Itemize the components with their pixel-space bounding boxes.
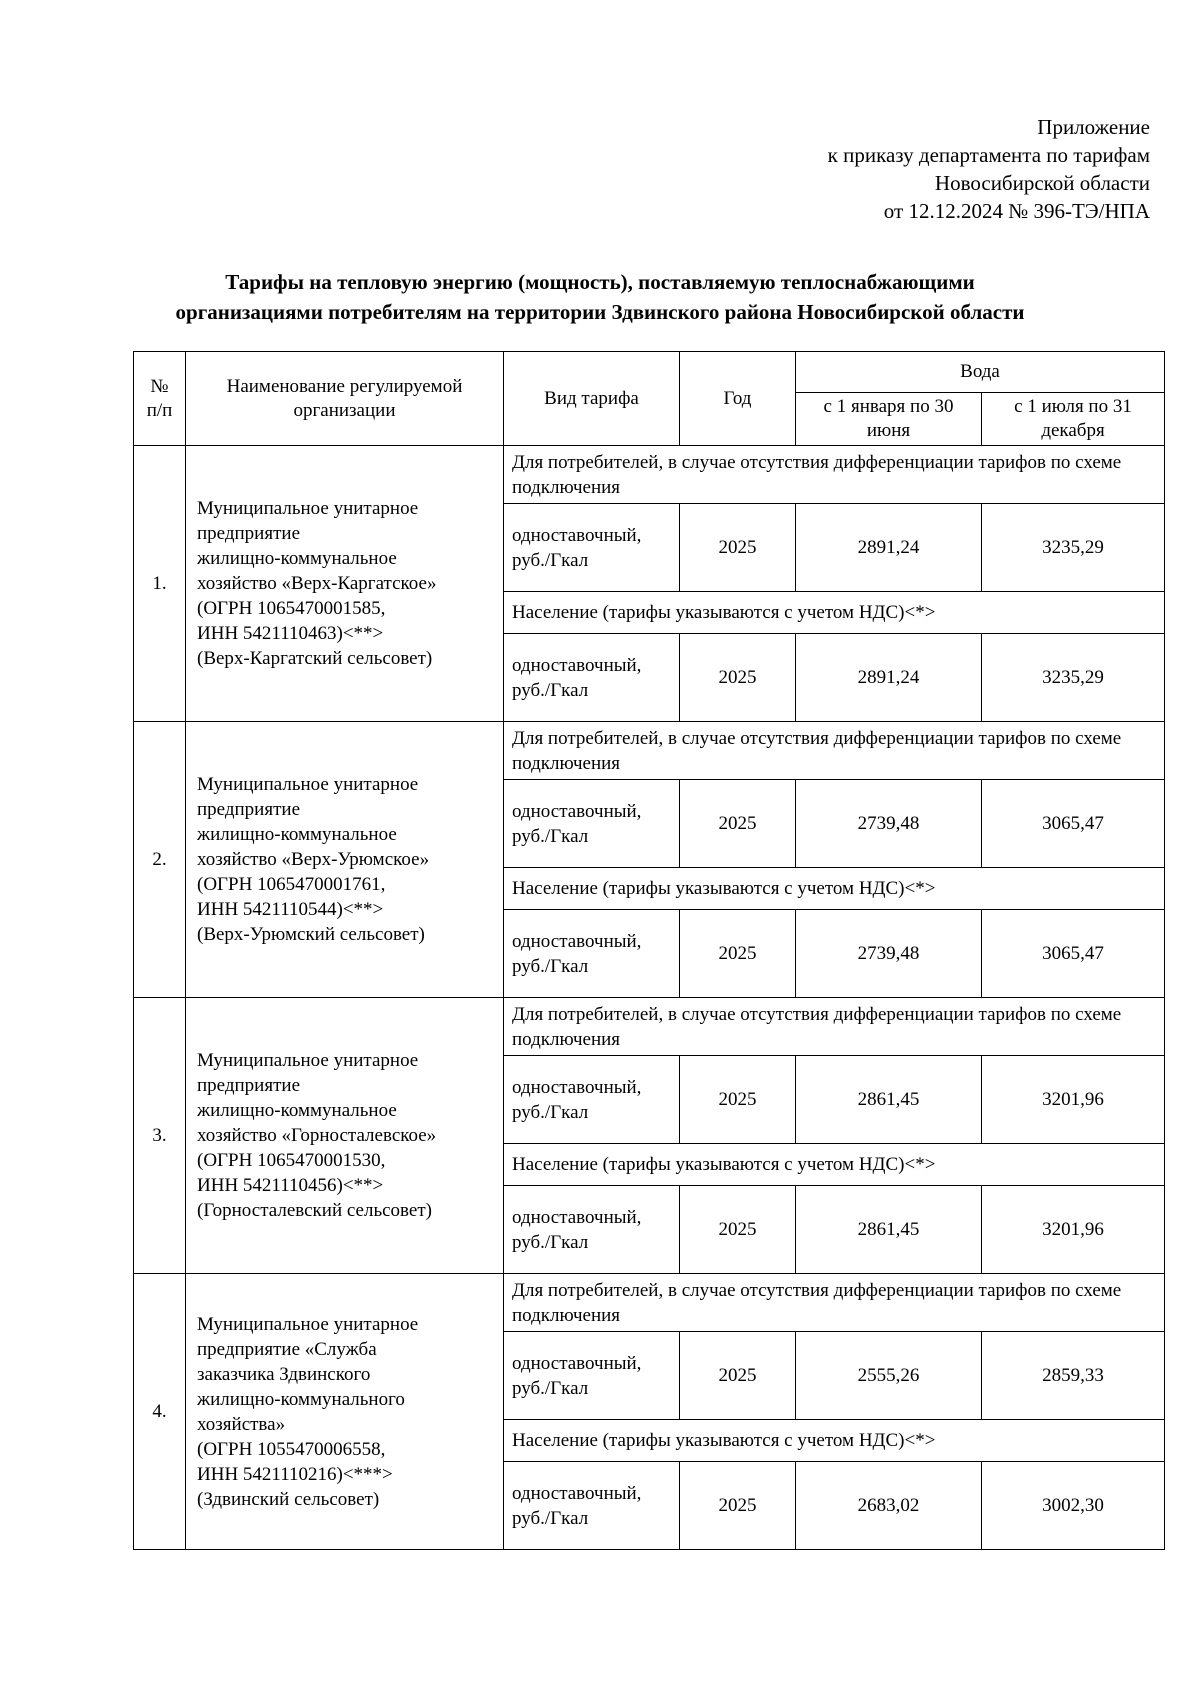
row-number: 1. [134,446,186,722]
tariff-value-period-1: 2683,02 [796,1462,982,1550]
tariff-value-period-2: 3065,47 [982,910,1165,998]
header-year: Год [680,352,796,446]
header-num: № п/п [134,352,186,446]
category-consumers: Для потребителей, в случае отсутствия дифференциации тарифов по схеме подключения [504,446,1165,504]
tariff-value-period-1: 2891,24 [796,504,982,592]
tariff-year: 2025 [680,504,796,592]
tariff-type: одноставочный, руб./Гкал [504,1186,680,1274]
appendix-line-1: Приложение [1037,115,1150,139]
document-title [0,267,1200,327]
org-name-line: заказчика Здвинского [197,1363,371,1385]
row-number: 3. [134,998,186,1274]
category-consumers: Для потребителей, в случае отсутствия дифференциации тарифов по схеме подключения [504,1274,1165,1332]
org-name-line: хозяйство «Горносталевское» [197,1125,437,1146]
tariff-year: 2025 [680,1462,796,1550]
org-name-line: жилищно-коммунальное [197,1100,397,1121]
tariff-type: одноставочный, руб./Гкал [504,1056,680,1144]
title-line-1: Тарифы на тепловую энергию (мощность), поставляемую теплоснабжающими [225,270,975,294]
org-name-line: ИНН 5421110456)<**> [197,1175,384,1196]
tariff-year: 2025 [680,910,796,998]
org-name-line: ИНН 5421110544)<**> [197,899,384,920]
org-name-line: ИНН 5421110463)<**> [197,623,384,644]
org-name-line: (Верх-Урюмский сельсовет) [197,924,425,945]
tariff-value-period-1: 2861,45 [796,1186,982,1274]
header-org: Наименование регулируемой организации [186,352,504,446]
category-population: Население (тарифы указываются с учетом НДС)<*> [504,868,1165,910]
org-name [186,722,504,998]
tariff-year: 2025 [680,1056,796,1144]
org-name-line: Муниципальное унитарное [197,498,419,519]
tariff-year: 2025 [680,634,796,722]
org-name [186,446,504,722]
tariff-type: одноставочный, руб./Гкал [504,504,680,592]
tariff-year: 2025 [680,780,796,868]
org-name-line: хозяйства» [197,1413,286,1435]
org-name-line: (Верх-Каргатский сельсовет) [197,648,433,669]
tariff-value-period-2: 3201,96 [982,1056,1165,1144]
org-name-line: предприятие [197,799,300,820]
tariff-value-period-1: 2555,26 [796,1332,982,1420]
category-population: Население (тарифы указываются с учетом НДС)<*> [504,592,1165,634]
table-row [134,998,1165,1056]
org-name [186,1274,504,1550]
tariff-value-period-1: 2739,48 [796,910,982,998]
org-name-line: (ОГРН 1065470001761, [197,874,386,895]
org-name-line: Муниципальное унитарное [197,774,419,795]
tariff-type: одноставочный, руб./Гкал [504,1332,680,1420]
tariff-value-period-2: 3065,47 [982,780,1165,868]
category-population: Население (тарифы указываются с учетом НДС)<*> [504,1420,1165,1462]
tariff-value-period-2: 3235,29 [982,634,1165,722]
org-name-line: жилищно-коммунальное [197,824,397,845]
category-consumers: Для потребителей, в случае отсутствия дифференциации тарифов по схеме подключения [504,722,1165,780]
tariffs-table [133,351,1165,1550]
tariff-value-period-2: 3235,29 [982,504,1165,592]
tariff-year: 2025 [680,1332,796,1420]
tariff-value-period-2: 3002,30 [982,1462,1165,1550]
org-name-line: жилищно-коммунального [197,1388,405,1410]
row-number: 2. [134,722,186,998]
org-name-line: (ОГРН 1065470001530, [197,1150,386,1171]
table-row [134,446,1165,504]
org-name [186,998,504,1274]
tariff-year: 2025 [680,1186,796,1274]
tariff-type: одноставочный, руб./Гкал [504,780,680,868]
category-population: Население (тарифы указываются с учетом НДС)<*> [504,1144,1165,1186]
org-name-line: (Горносталевский сельсовет) [197,1200,432,1221]
tariff-value-period-1: 2891,24 [796,634,982,722]
org-name-line: хозяйство «Верх-Урюмское» [197,849,430,870]
tariff-type: одноставочный, руб./Гкал [504,634,680,722]
org-name-line: жилищно-коммунальное [197,548,397,569]
tariff-value-period-1: 2739,48 [796,780,982,868]
header-period-1: с 1 января по 30 июня [796,393,982,446]
table-row [134,1274,1165,1332]
tariff-value-period-2: 2859,33 [982,1332,1165,1420]
category-consumers: Для потребителей, в случае отсутствия дифференциации тарифов по схеме подключения [504,998,1165,1056]
org-name-line: Муниципальное унитарное [197,1050,419,1071]
row-number: 4. [134,1274,186,1550]
header-tariff-type: Вид тарифа [504,352,680,446]
tariff-type: одноставочный, руб./Гкал [504,910,680,998]
org-name-line: (Здвинский сельсовет) [197,1488,380,1510]
org-name-line: предприятие [197,523,300,544]
header-water: Вода [796,352,1165,393]
table-row [134,722,1165,780]
appendix-block [550,113,1150,225]
org-name-line: хозяйство «Верх-Каргатское» [197,573,437,594]
org-name-line: предприятие [197,1075,300,1096]
title-line-2: организациями потребителям на территории Здвинского района Новосибирской области [175,300,1025,324]
tariff-value-period-2: 3201,96 [982,1186,1165,1274]
org-name-line: ИНН 5421110216)<***> [197,1463,393,1485]
org-name-line: (ОГРН 1055470006558, [197,1438,386,1460]
appendix-line-2: к приказу департамента по тарифам [827,143,1150,167]
org-name-line: (ОГРН 1065470001585, [197,598,386,619]
tariff-type: одноставочный, руб./Гкал [504,1462,680,1550]
appendix-line-3: Новосибирской области [934,171,1150,195]
header-period-2: с 1 июля по 31 декабря [982,393,1165,446]
org-name-line: Муниципальное унитарное [197,1313,419,1335]
org-name-line: предприятие «Служба [197,1338,377,1360]
tariffs-table-body [134,446,1165,1550]
appendix-line-4: от 12.12.2024 № 396-ТЭ/НПА [883,199,1150,223]
tariff-value-period-1: 2861,45 [796,1056,982,1144]
